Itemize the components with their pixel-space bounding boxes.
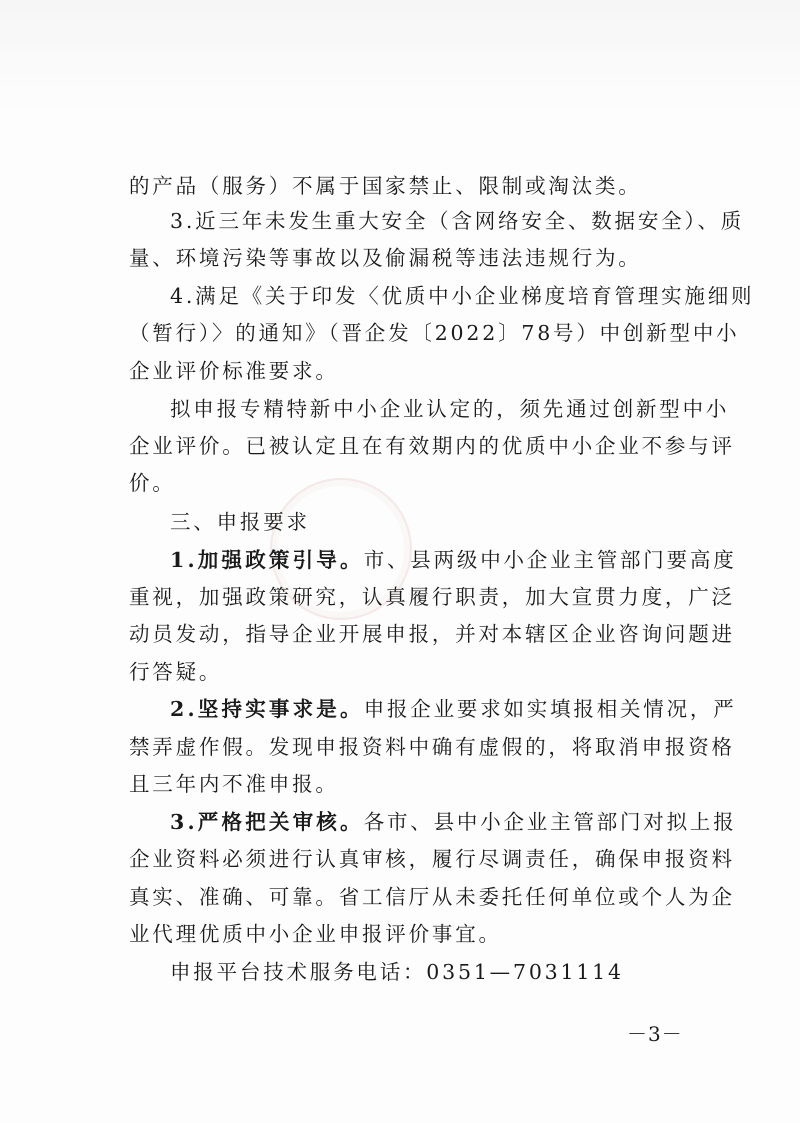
text-line: 动员发动，指导企业开展申报，并对本辖区企业咨询问题进 [129, 622, 735, 646]
text-line: 拟申报专精特新中小企业认定的，须先通过创新型中小 [170, 397, 730, 421]
text-line: 重视，加强政策研究，认真履行职责，加大宣贯力度，广泛 [129, 585, 735, 609]
requirement-paragraph [170, 544, 737, 576]
requirement-text: 申报企业要求如实填报相关情况，严 [363, 697, 737, 721]
text-line: 真实、准确、可靠。省工信厅从未委托任何单位或个人为企 [129, 885, 735, 909]
text-line: 企业资料必须进行认真审核，履行尽调责任，确保申报资料 [129, 847, 735, 871]
text-line: 企业评价。已被认定且在有效期内的优质中小企业不参与评 [129, 434, 735, 458]
text-line: 价。 [129, 471, 176, 495]
requirement-text: 各市、县中小企业主管部门对拟上报 [363, 810, 737, 834]
text-line: 的产品（服务）不属于国家禁止、限制或淘汰类。 [129, 174, 642, 198]
page-number: －3－ [627, 1022, 683, 1046]
requirement-paragraph [170, 693, 737, 725]
text-line: 企业评价标准要求。 [129, 359, 339, 383]
text-line: 量、环境污染等事故以及偷漏税等违法违规行为。 [129, 246, 642, 270]
requirement-paragraph [170, 806, 737, 838]
text-line: 3.近三年未发生重大安全（含网络安全、数据安全）、质 [170, 209, 745, 233]
text-line: （暂行）〉的通知》（晋企发〔2022〕78号）中创新型中小 [129, 321, 740, 345]
requirement-title: 3.严格把关审核。 [170, 810, 364, 834]
text-line: 4.满足《关于印发〈优质中小企业梯度培育管理实施细则 [170, 284, 755, 308]
text-line: 且三年内不准申报。 [129, 772, 339, 796]
text-line: 行答疑。 [129, 660, 223, 684]
text-line: 禁弄虚作假。发现申报资料中确有虚假的，将取消申报资格 [129, 735, 735, 759]
hotline-line: 申报平台技术服务电话：0351—7031114 [170, 960, 624, 984]
requirement-title: 2.坚持实事求是。 [170, 697, 364, 721]
requirement-title: 1.加强政策引导。 [170, 548, 364, 572]
requirement-text: 市、县两级中小企业主管部门要高度 [363, 548, 737, 572]
text-line: 业代理优质中小企业申报评价事宜。 [129, 922, 502, 946]
section-heading: 三、申报要求 [170, 510, 310, 534]
